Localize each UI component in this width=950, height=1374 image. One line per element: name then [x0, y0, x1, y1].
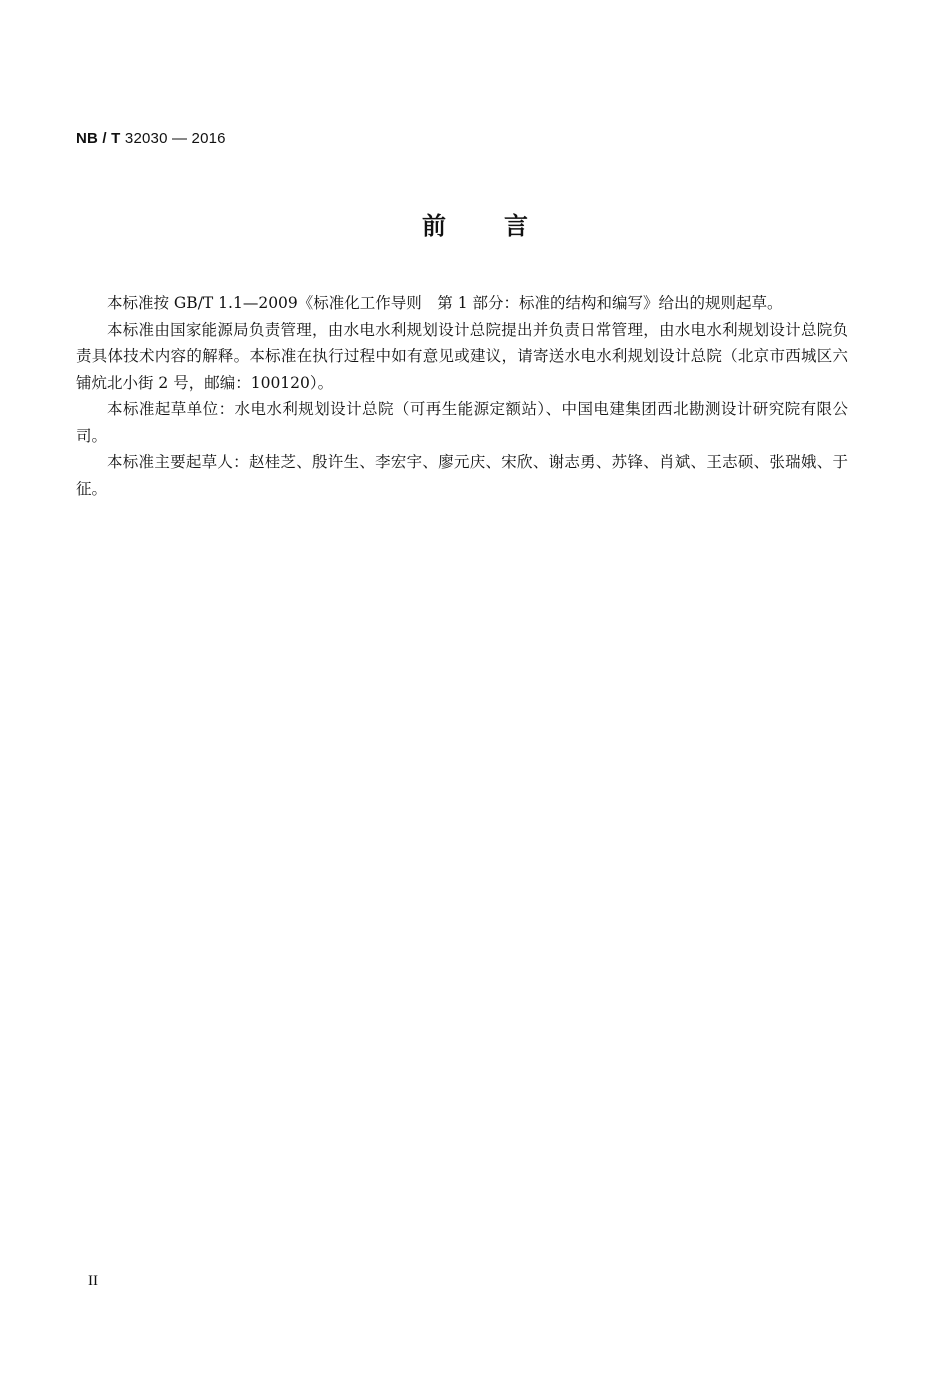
paragraph-drafters: 本标准主要起草人：赵桂芝、殷许生、李宏宇、廖元庆、宋欣、谢志勇、苏锋、肖斌、王志硕、张瑞娥、于征。	[76, 453, 848, 498]
standard-code-number: 32030 — 2016	[120, 130, 226, 147]
paragraph-drafting-rules: 本标准按 GB/T 1.1—2009《标准化工作导则 第 1 部分：标准的结构和编写》给出的规则起草。	[107, 294, 783, 312]
standard-code-prefix: NB / T	[76, 130, 121, 147]
preface-body	[76, 290, 848, 502]
paragraph-management: 本标准由国家能源局负责管理，由水电水利规划设计总院提出并负责日常管理，由水电水利规划设计总院负责具体技术内容的解释。本标准在执行过程中如有意见或建议，请寄送水电水利规划设计总院（北京市西城区六铺炕北小街 2 号，邮编：100120）。	[76, 320, 848, 392]
paragraph-drafting-units: 本标准起草单位：水电水利规划设计总院（可再生能源定额站）、中国电建集团西北勘测设计研究院有限公司。	[76, 400, 848, 445]
page-number: II	[88, 1273, 98, 1289]
page-title: 前言	[422, 212, 586, 240]
standard-code	[76, 129, 226, 149]
